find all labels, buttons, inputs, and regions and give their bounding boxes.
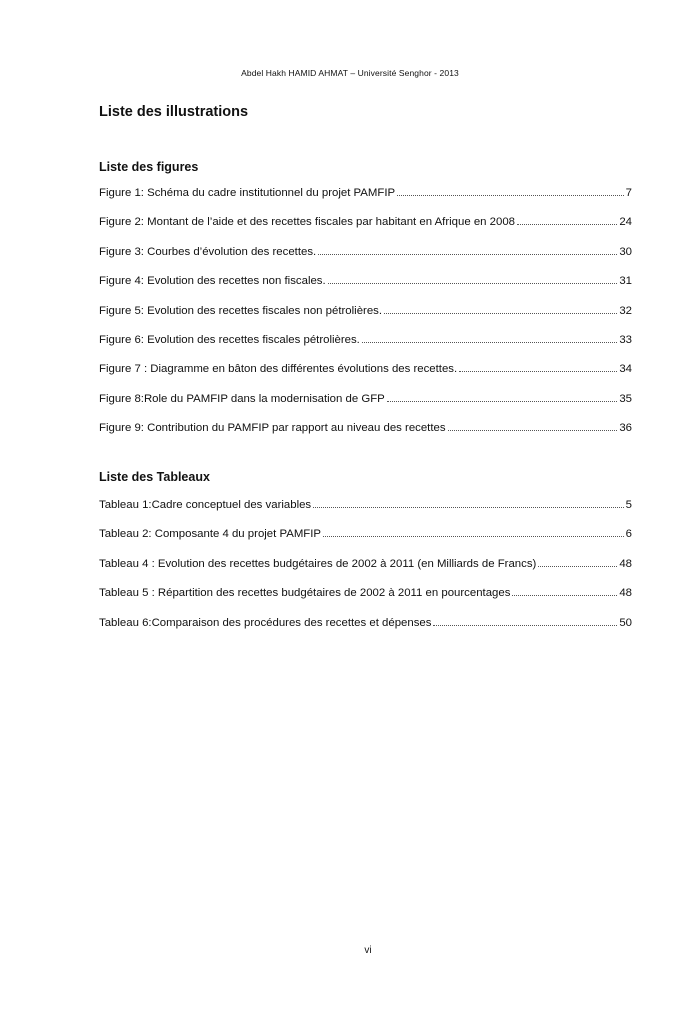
dot-leader [512, 595, 617, 596]
running-header: Abdel Hakh HAMID AHMAT – Université Senghor - 2013 [241, 68, 459, 78]
dot-leader [387, 401, 618, 402]
figures-heading: Liste des figures [99, 160, 199, 174]
dot-leader [362, 342, 617, 343]
toc-entry-label: Figure 8:Role du PAMFIP dans la modernisation de GFP [99, 392, 385, 405]
toc-entry-label: Tableau 2: Composante 4 du projet PAMFIP [99, 528, 322, 541]
tables-heading: Liste des Tableaux [99, 470, 210, 484]
toc-entry-label: Figure 3: Courbes d’évolution des recettes. [99, 245, 317, 258]
page-title: Liste des illustrations [99, 104, 249, 120]
toc-entry-label: Figure 7 : Diagramme en bâton des différentes évolutions des recettes. [99, 363, 458, 376]
toc-entry-figure-6[interactable] [99, 332, 632, 361]
toc-entry-figure-3[interactable] [99, 244, 632, 273]
toc-entry-page: 7 [625, 187, 632, 199]
toc-entry-page: 34 [619, 363, 632, 376]
toc-entry-table-4[interactable] [99, 556, 632, 585]
toc-entry-label: Tableau 6:Comparaison des procédures des recettes et dépenses [99, 616, 432, 629]
dot-leader [328, 283, 618, 284]
dot-leader [397, 195, 624, 196]
dot-leader [538, 566, 617, 567]
toc-entry-table-1[interactable] [99, 497, 632, 526]
toc-entry-label: Tableau 1:Cadre conceptuel des variables [99, 499, 312, 511]
dot-leader [459, 371, 617, 372]
toc-entry-page: 5 [625, 499, 632, 511]
dot-leader [517, 224, 617, 225]
toc-entry-page: 36 [619, 422, 632, 435]
dot-leader [384, 313, 617, 314]
toc-entry-label: Figure 2: Montant de l’aide et des recettes fiscales par habitant en Afrique en 2008 [99, 216, 516, 229]
toc-entry-page: 33 [619, 333, 632, 346]
toc-entry-figure-7[interactable] [99, 361, 632, 390]
figures-list [99, 185, 632, 450]
dot-leader [433, 625, 617, 626]
toc-entry-page: 48 [619, 587, 632, 600]
toc-entry-page: 30 [619, 245, 632, 258]
dot-leader [448, 430, 618, 431]
toc-entry-label: Figure 6: Evolution des recettes fiscales pétrolières. [99, 333, 360, 346]
toc-entry-page: 6 [625, 528, 632, 541]
toc-entry-figure-5[interactable] [99, 303, 632, 332]
toc-entry-page: 32 [619, 304, 632, 317]
toc-entry-label: Figure 4: Evolution des recettes non fiscales. [99, 275, 326, 288]
dot-leader [313, 507, 624, 508]
toc-entry-page: 35 [619, 392, 632, 405]
page-number: vi [364, 945, 372, 956]
dot-leader [323, 536, 624, 537]
toc-entry-table-2[interactable] [99, 526, 632, 555]
toc-entry-figure-9[interactable] [99, 420, 632, 449]
toc-entry-label: Figure 5: Evolution des recettes fiscales non pétrolières. [99, 304, 383, 317]
toc-entry-figure-4[interactable] [99, 273, 632, 302]
toc-entry-page: 50 [619, 616, 632, 629]
toc-entry-page: 24 [619, 216, 632, 229]
toc-entry-page: 48 [619, 557, 632, 570]
toc-entry-label: Tableau 4 : Evolution des recettes budgétaires de 2002 à 2011 (en Milliards de Francs) [99, 557, 537, 570]
dot-leader [318, 254, 617, 255]
toc-entry-label: Figure 9: Contribution du PAMFIP par rapport au niveau des recettes [99, 422, 446, 435]
tables-list [99, 497, 632, 644]
toc-entry-table-6[interactable] [99, 615, 632, 644]
toc-entry-figure-8[interactable] [99, 391, 632, 420]
toc-entry-table-5[interactable] [99, 585, 632, 614]
toc-entry-label: Figure 1: Schéma du cadre institutionnel du projet PAMFIP [99, 187, 396, 199]
toc-entry-page: 31 [619, 275, 632, 288]
toc-entry-figure-1[interactable] [99, 185, 632, 214]
toc-entry-figure-2[interactable] [99, 214, 632, 243]
toc-entry-label: Tableau 5 : Répartition des recettes budgétaires de 2002 à 2011 en pourcentages [99, 587, 511, 600]
